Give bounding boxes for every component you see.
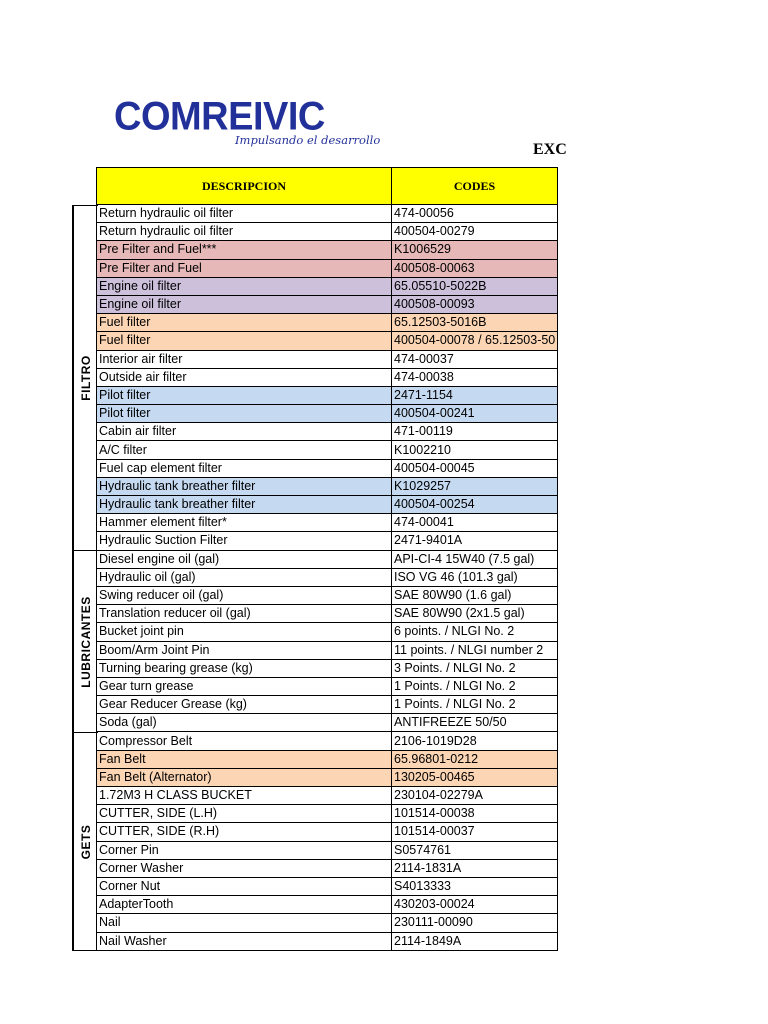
table-row <box>97 259 558 277</box>
table-row <box>97 277 558 295</box>
code-cell: 1 Points. / NLGI No. 2 <box>392 696 558 714</box>
description-cell: Fan Belt (Alternator) <box>97 768 392 786</box>
description-cell: Cabin air filter <box>97 423 392 441</box>
code-cell: 400508-00093 <box>392 295 558 313</box>
code-cell: 2471-9401A <box>392 532 558 550</box>
code-cell: 474-00041 <box>392 514 558 532</box>
code-cell: 65.05510-5022B <box>392 277 558 295</box>
code-cell: 65.12503-5016B <box>392 314 558 332</box>
section-label-text: GETS <box>79 824 93 859</box>
description-cell: Hydraulic tank breather filter <box>97 496 392 514</box>
table-row <box>97 477 558 495</box>
table-row <box>97 405 558 423</box>
code-cell: SAE 80W90 (2x1.5 gal) <box>392 605 558 623</box>
table-row <box>97 332 558 350</box>
table-row <box>97 932 558 950</box>
code-cell: API-CI-4 15W40 (7.5 gal) <box>392 550 558 568</box>
table-row <box>97 896 558 914</box>
table-row <box>97 568 558 586</box>
code-cell: 11 points. / NLGI number 2 <box>392 641 558 659</box>
table-row <box>97 386 558 404</box>
code-cell: 101514-00038 <box>392 805 558 823</box>
section-label-text: FILTRO <box>79 355 93 401</box>
description-cell: Gear turn grease <box>97 677 392 695</box>
table-row <box>97 350 558 368</box>
description-cell: Pilot filter <box>97 386 392 404</box>
description-cell: Nail Washer <box>97 932 392 950</box>
code-cell: 2471-1154 <box>392 386 558 404</box>
description-cell: Boom/Arm Joint Pin <box>97 641 392 659</box>
description-cell: Fan Belt <box>97 750 392 768</box>
description-header: DESCRIPCION <box>97 168 392 205</box>
code-cell: 2114-1849A <box>392 932 558 950</box>
table-row <box>97 241 558 259</box>
description-cell: Swing reducer oil (gal) <box>97 586 392 604</box>
description-cell: Corner Pin <box>97 841 392 859</box>
table-row <box>97 586 558 604</box>
code-cell: K1002210 <box>392 441 558 459</box>
table-body <box>97 205 558 951</box>
table-row <box>97 423 558 441</box>
codes-header: CODES <box>392 168 558 205</box>
table-row <box>97 295 558 313</box>
description-cell: Pre Filter and Fuel <box>97 259 392 277</box>
description-cell: Engine oil filter <box>97 277 392 295</box>
logo-tagline: Impulsando el desarrollo <box>235 133 381 147</box>
code-cell: ISO VG 46 (101.3 gal) <box>392 568 558 586</box>
code-cell: 430203-00024 <box>392 896 558 914</box>
table-row <box>97 732 558 750</box>
parts-table <box>96 167 558 951</box>
table-header-row <box>97 168 558 205</box>
code-cell: 400504-00241 <box>392 405 558 423</box>
table-row <box>97 223 558 241</box>
description-cell: Nail <box>97 914 392 932</box>
table-row <box>97 859 558 877</box>
description-cell: Engine oil filter <box>97 295 392 313</box>
table-row <box>97 623 558 641</box>
description-cell: Hydraulic oil (gal) <box>97 568 392 586</box>
description-cell: Hydraulic tank breather filter <box>97 477 392 495</box>
code-cell: SAE 80W90 (1.6 gal) <box>392 586 558 604</box>
table-row <box>97 768 558 786</box>
code-cell: 474-00037 <box>392 350 558 368</box>
table-row <box>97 914 558 932</box>
description-cell: Translation reducer oil (gal) <box>97 605 392 623</box>
table-row <box>97 441 558 459</box>
section-label-gets <box>72 732 98 951</box>
description-cell: Bucket joint pin <box>97 623 392 641</box>
description-cell: Diesel engine oil (gal) <box>97 550 392 568</box>
description-cell: Compressor Belt <box>97 732 392 750</box>
description-cell: Turning bearing grease (kg) <box>97 659 392 677</box>
table-row <box>97 841 558 859</box>
table-row <box>97 368 558 386</box>
table-row <box>97 877 558 895</box>
description-cell: Corner Washer <box>97 859 392 877</box>
description-cell: Hammer element filter* <box>97 514 392 532</box>
code-cell: 474-00056 <box>392 205 558 223</box>
table-row <box>97 205 558 223</box>
description-cell: Return hydraulic oil filter <box>97 223 392 241</box>
table-row <box>97 823 558 841</box>
code-cell: 65.96801-0212 <box>392 750 558 768</box>
description-cell: Pilot filter <box>97 405 392 423</box>
description-cell: Interior air filter <box>97 350 392 368</box>
company-logo <box>114 94 381 156</box>
section-label-filtro <box>72 205 98 552</box>
description-cell: Hydraulic Suction Filter <box>97 532 392 550</box>
table-row <box>97 550 558 568</box>
code-cell: 230111-00090 <box>392 914 558 932</box>
table-row <box>97 659 558 677</box>
code-cell: K1029257 <box>392 477 558 495</box>
code-cell: 400504-00279 <box>392 223 558 241</box>
document-title: EXC <box>533 141 567 158</box>
description-cell: Fuel filter <box>97 332 392 350</box>
table-row <box>97 514 558 532</box>
description-cell: CUTTER, SIDE (L.H) <box>97 805 392 823</box>
table-row <box>97 714 558 732</box>
description-cell: Pre Filter and Fuel*** <box>97 241 392 259</box>
description-cell: CUTTER, SIDE (R.H) <box>97 823 392 841</box>
table-row <box>97 532 558 550</box>
code-cell: 3 Points. / NLGI No. 2 <box>392 659 558 677</box>
code-cell: 474-00038 <box>392 368 558 386</box>
table-row <box>97 496 558 514</box>
code-cell: 6 points. / NLGI No. 2 <box>392 623 558 641</box>
table-row <box>97 696 558 714</box>
description-cell: Return hydraulic oil filter <box>97 205 392 223</box>
code-cell: S0574761 <box>392 841 558 859</box>
table-row <box>97 787 558 805</box>
table-row <box>97 605 558 623</box>
description-cell: 1.72M3 H CLASS BUCKET <box>97 787 392 805</box>
description-cell: Fuel cap element filter <box>97 459 392 477</box>
code-cell: 400508-00063 <box>392 259 558 277</box>
table-row <box>97 677 558 695</box>
code-cell: 101514-00037 <box>392 823 558 841</box>
code-cell: 400504-00078 / 65.12503-50 <box>392 332 558 350</box>
description-cell: Corner Nut <box>97 877 392 895</box>
code-cell: 130205-00465 <box>392 768 558 786</box>
code-cell: 1 Points. / NLGI No. 2 <box>392 677 558 695</box>
code-cell: 400504-00254 <box>392 496 558 514</box>
code-cell: 2106-1019D28 <box>392 732 558 750</box>
table-row <box>97 750 558 768</box>
code-cell: 230104-02279A <box>392 787 558 805</box>
code-cell: 400504-00045 <box>392 459 558 477</box>
section-label-lubricantes <box>72 550 98 733</box>
code-cell: K1006529 <box>392 241 558 259</box>
table-row <box>97 459 558 477</box>
code-cell: ANTIFREEZE 50/50 <box>392 714 558 732</box>
table-row <box>97 805 558 823</box>
description-cell: AdapterTooth <box>97 896 392 914</box>
description-cell: Outside air filter <box>97 368 392 386</box>
code-cell: 2114-1831A <box>392 859 558 877</box>
description-cell: Gear Reducer Grease (kg) <box>97 696 392 714</box>
description-cell: Soda (gal) <box>97 714 392 732</box>
table-row <box>97 314 558 332</box>
section-label-text: LUBRICANTES <box>79 595 93 688</box>
table-row <box>97 641 558 659</box>
logo-wordmark: COMREIVIC <box>114 94 325 140</box>
description-cell: A/C filter <box>97 441 392 459</box>
code-cell: 471-00119 <box>392 423 558 441</box>
code-cell: S4013333 <box>392 877 558 895</box>
description-cell: Fuel filter <box>97 314 392 332</box>
